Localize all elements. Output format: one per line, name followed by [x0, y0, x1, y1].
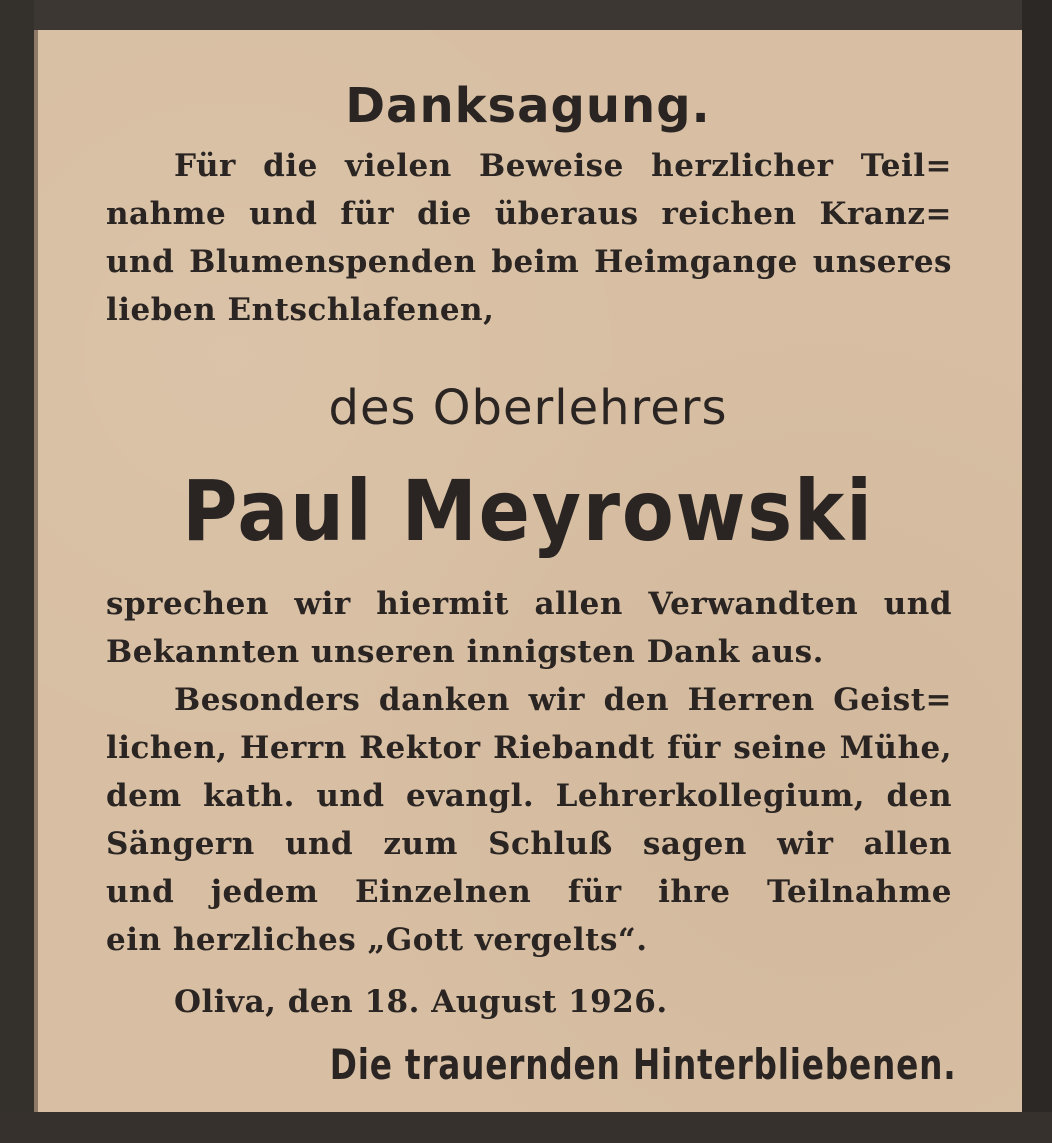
signature-line: Die trauernden Hinterbliebenen. — [329, 1040, 956, 1089]
paper-edge-rule — [34, 30, 38, 1112]
intro-line: Für die vielen Beweise herzlicher Teil= — [174, 148, 952, 184]
thanks-line: ein herzliches „Gott vergelts“. — [106, 922, 648, 958]
deceased-name: Paul Meyrowski — [182, 462, 874, 560]
dark-border-left — [0, 0, 34, 1143]
notice-heading: Danksagung. — [345, 78, 711, 134]
intro-line: und Blumenspenden beim Heimgange unseres — [106, 244, 952, 280]
thanks-line: Bekannten unseren innigsten Dank aus. — [106, 634, 824, 670]
thanks-line: und jedem Einzelnen für ihre Teilnahme — [106, 874, 952, 910]
dark-border-right — [1022, 0, 1052, 1143]
deceased-title: des Oberlehrers — [328, 380, 728, 436]
intro-line: nahme und für die überaus reichen Kranz= — [106, 196, 952, 232]
thanks-line: Sängern und zum Schluß sagen wir allen — [106, 826, 952, 862]
thanks-line: lichen, Herrn Rektor Riebandt für seine Mühe, — [106, 730, 952, 766]
thanks-line: sprechen wir hiermit allen Verwandten und — [106, 586, 952, 622]
thanks-line: Besonders danken wir den Herren Geist= — [174, 682, 952, 718]
intro-line: lieben Entschlafenen, — [106, 292, 495, 328]
place-date: Oliva, den 18. August 1926. — [174, 984, 668, 1020]
thanks-line: dem kath. und evangl. Lehrerkollegium, den — [106, 778, 952, 814]
notice-paper — [34, 30, 1022, 1112]
dark-border-bottom — [0, 1112, 1052, 1143]
dark-border-top — [0, 0, 1052, 30]
